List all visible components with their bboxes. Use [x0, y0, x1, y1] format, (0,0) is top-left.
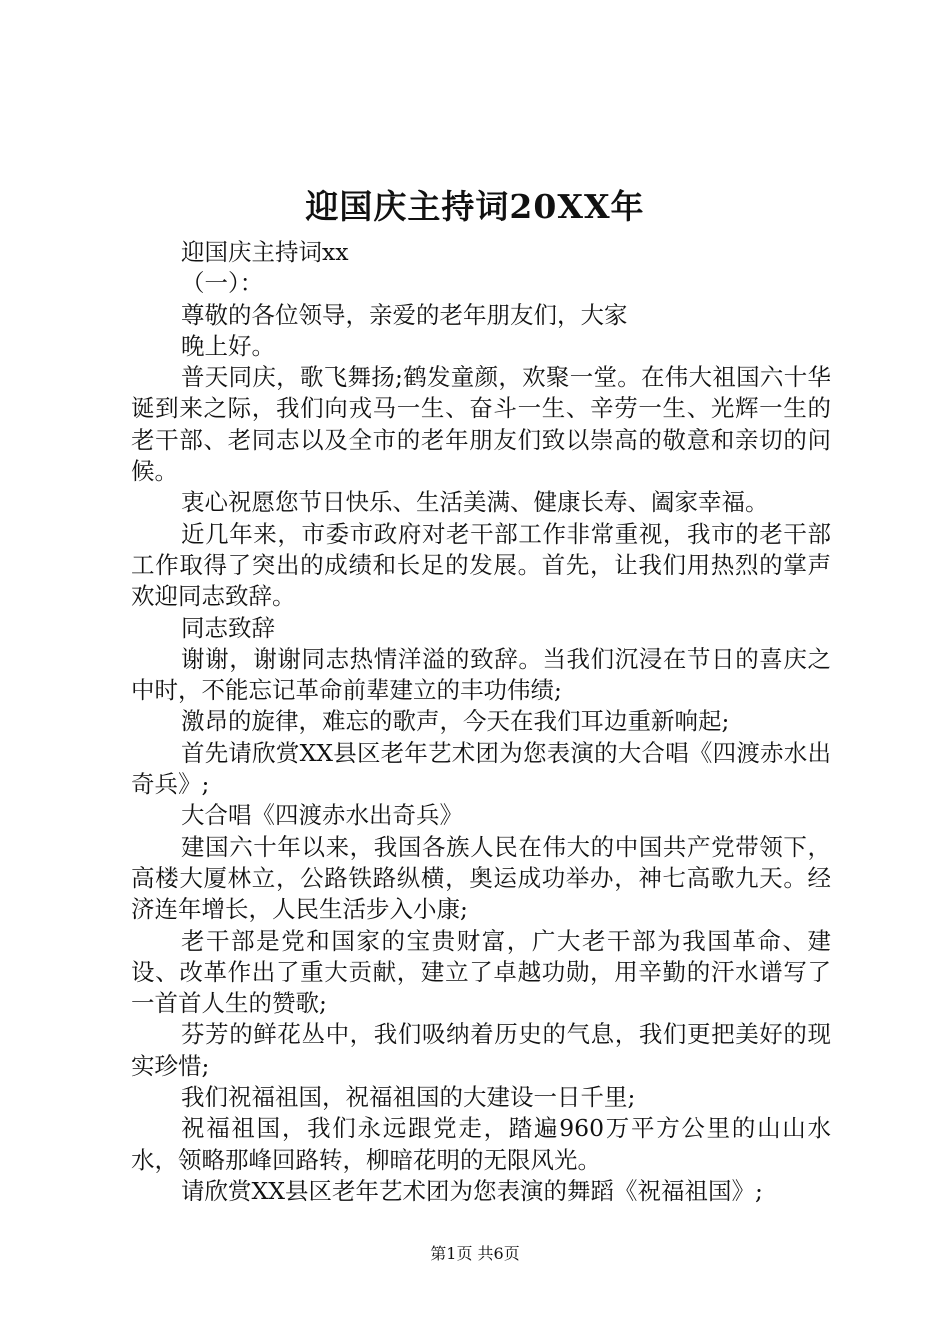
paragraph: 我们祝福祖国，祝福祖国的大建设一日千里;: [181, 1083, 636, 1112]
paragraph: 祝福祖国，我们永远跟党走，踏遍960万平方公里的山山水水，领略那峰回路转，柳暗花明的无限风光。: [131, 1114, 831, 1174]
paragraph: 近几年来，市委市政府对老干部工作非常重视，我市的老干部工作取得了突出的成绩和长足的发展。首先，让我们用热烈的掌声欢迎同志致辞。: [131, 519, 831, 611]
paragraph: 老干部是党和国家的宝贵财富，广大老干部为我国革命、建设、改革作出了重大贡献，建立了卓越功勋，用辛勤的汗水谱写了一首首人生的赞歌;: [131, 926, 831, 1018]
paragraph: （一）：: [181, 269, 264, 298]
paragraph: 激昂的旋律，难忘的歌声，今天在我们耳边重新响起;: [181, 707, 730, 736]
paragraph: 建国六十年以来，我国各族人民在伟大的中国共产党带领下，高楼大厦林立，公路铁路纵横，奥运成功举办，神七高歌九天。经济连年增长，人民生活步入小康;: [131, 832, 831, 924]
paragraph: 迎国庆主持词xx: [181, 238, 349, 266]
document-title: 迎国庆主持词20XX年: [305, 187, 645, 226]
paragraph: 首先请欣赏XX县区老年艺术团为您表演的大合唱《四渡赤水出奇兵》;: [131, 738, 831, 799]
paragraph: 衷心祝愿您节日快乐、生活美满、健康长寿、阖家幸福。: [181, 488, 769, 517]
document-body: [131, 237, 831, 1207]
page-footer: 第1页 共6页: [430, 1244, 520, 1263]
paragraph: 尊敬的各位领导，亲爱的老年朋友们，大家: [181, 300, 628, 329]
paragraph: 芬芳的鲜花丛中，我们吸纳着历史的气息，我们更把美好的现实珍惜;: [131, 1020, 831, 1080]
paragraph: 请欣赏XX县区老年艺术团为您表演的舞蹈《祝福祖国》;: [181, 1176, 763, 1205]
paragraph: 大合唱《四渡赤水出奇兵》: [181, 801, 463, 830]
paragraph: 晚上好。: [181, 331, 275, 360]
paragraph: 谢谢，谢谢同志热情洋溢的致辞。当我们沉浸在节日的喜庆之中时，不能忘记革命前辈建立的丰功伟绩;: [131, 644, 831, 705]
paragraph: 普天同庆，歌飞舞扬;鹤发童颜，欢聚一堂。在伟大祖国六十华诞到来之际，我们向戎马一生、奋斗一生、辛劳一生、光辉一生的老干部、老同志以及全市的老年朋友们致以崇高的敬意和亲切的问候。: [131, 363, 831, 486]
paragraph: 同志致辞: [181, 613, 275, 642]
